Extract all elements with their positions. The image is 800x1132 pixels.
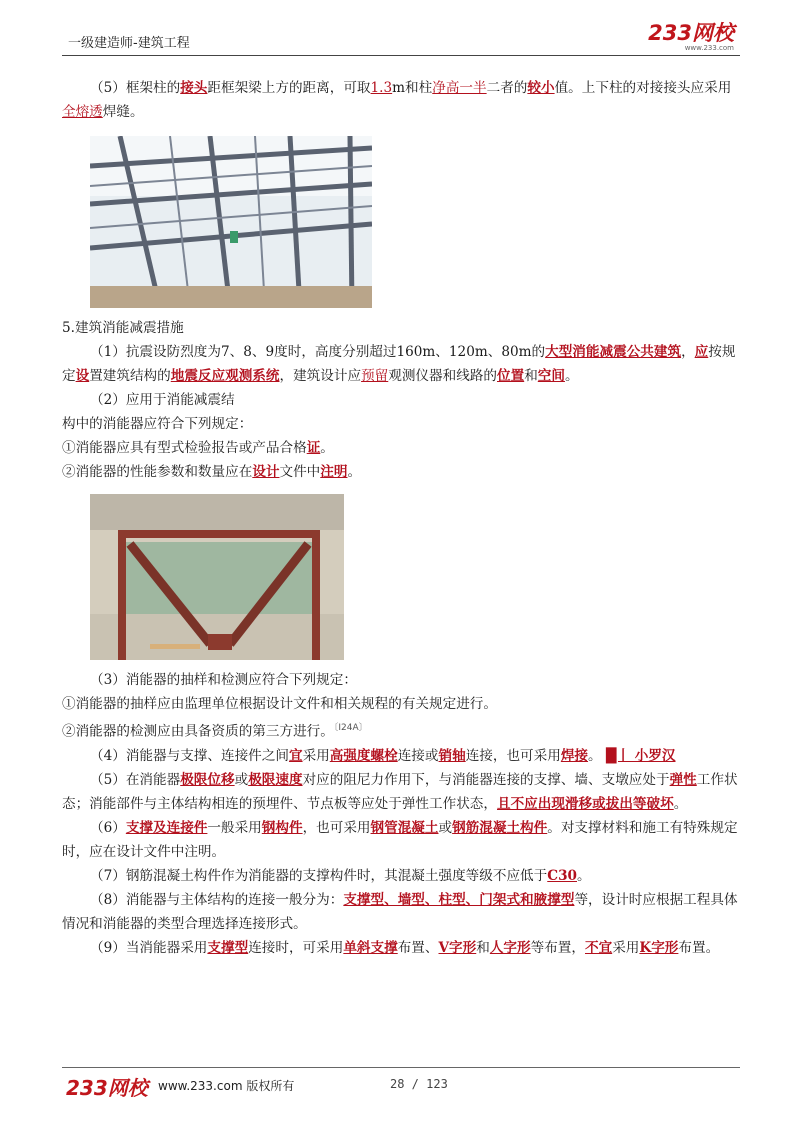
brand-logo[interactable] — [648, 22, 734, 52]
item-design-parameters: ②消能器的性能参数和数量应在设计文件中注明。 — [62, 464, 362, 480]
header-title: 一级建造师-建筑工程 — [68, 36, 190, 51]
paragraph-9-brace-layout: （9）当消能器采用支撑型连接时，可采用单斜支撑布置、V字形和人字形等布置，不宜采用K字形布置。 — [90, 939, 720, 956]
logo-url: www.233.com — [684, 44, 734, 52]
item-sampling: ①消能器的抽样应由监理单位根据设计文件和相关规程的有关规定进行。 — [62, 696, 497, 712]
footer-copyright: www.233.com 版权所有 — [158, 1079, 295, 1093]
paragraph-2-continuation: 构中的消能器应符合下列规定： — [62, 416, 253, 432]
paragraph-3-sampling: （3）消能器的抽样和检测应符合下列规定： — [90, 672, 357, 688]
item-third-party-test: ②消能器的检测应由具备资质的第三方进行。$^{〔Ⅰ24A〕}$ — [62, 723, 368, 740]
paragraph-5-frame-column: （5）框架柱的接头距框架梁上方的距离，可取1.3m和柱净高一半二者的较小值。上下柱的对接接头应采用全熔透焊缝。 — [62, 80, 732, 120]
exam-year-tag: 〔Ⅰ24A〕 — [333, 723, 368, 733]
paragraph-4-connection: （4）消能器与支撑、连接件之间宜采用高强度螺栓连接或销轴连接，也可采用焊接。 █丨 小罗汉 — [90, 747, 676, 764]
paragraph-5-elastic-state: （5）在消能器极限位移或极限速度对应的阻尼力作用下，与消能器连接的支撑、墙、支墩应处于弹性工作状态；消能部件与主体结构相连的预埋件、节点板等应处于弹性工作状态，且不应出现滑移或拔出等破坏。 — [62, 771, 738, 812]
footer-logo[interactable]: 233网校 — [66, 1076, 148, 1100]
footer-divider — [62, 1067, 740, 1068]
page-number: 28 / 123 — [390, 1077, 448, 1091]
header-divider — [62, 55, 740, 56]
section-5-heading: 5.建筑消能减震措施 — [62, 320, 184, 336]
damper-brace-photo — [90, 494, 344, 660]
logo-text: 233网校 — [648, 21, 734, 45]
page-footer — [62, 1072, 740, 1102]
paragraph-2-heading: （2）应用于消能减震结 — [90, 392, 235, 408]
item-certificate: ①消能器应具有型式检验报告或产品合格证。 — [62, 440, 334, 456]
author-watermark: █丨 小罗汉 — [605, 747, 676, 764]
paragraph-8-connection-types: （8）消能器与主体结构的连接一般分为：支撑型、墙型、柱型、门架式和腋撑型等，设计时应根据工程具体情况和消能器的类型合理选择连接形式。 — [62, 891, 738, 932]
paragraph-6-support-members: （6）支撑及连接件一般采用钢构件，也可采用钢管混凝土或钢筋混凝土构件。对支撑材料和施工有特殊规定时，应在设计文件中注明。 — [62, 819, 738, 860]
paragraph-1-observation-system: （1）抗震设防烈度为7、8、9度时，高度分别超过160m、120m、80m的大型消能减震公共建筑，应按规定设置建筑结构的地震反应观测系统，建筑设计应预留观测仪器和线路的位置和空间。 — [62, 344, 736, 384]
page-header — [62, 22, 740, 52]
steel-frame-photo — [90, 136, 372, 308]
paragraph-7-concrete-grade: （7）钢筋混凝土构件作为消能器的支撑构件时，其混凝土强度等级不应低于C30。 — [90, 867, 591, 884]
document-body — [62, 76, 742, 960]
